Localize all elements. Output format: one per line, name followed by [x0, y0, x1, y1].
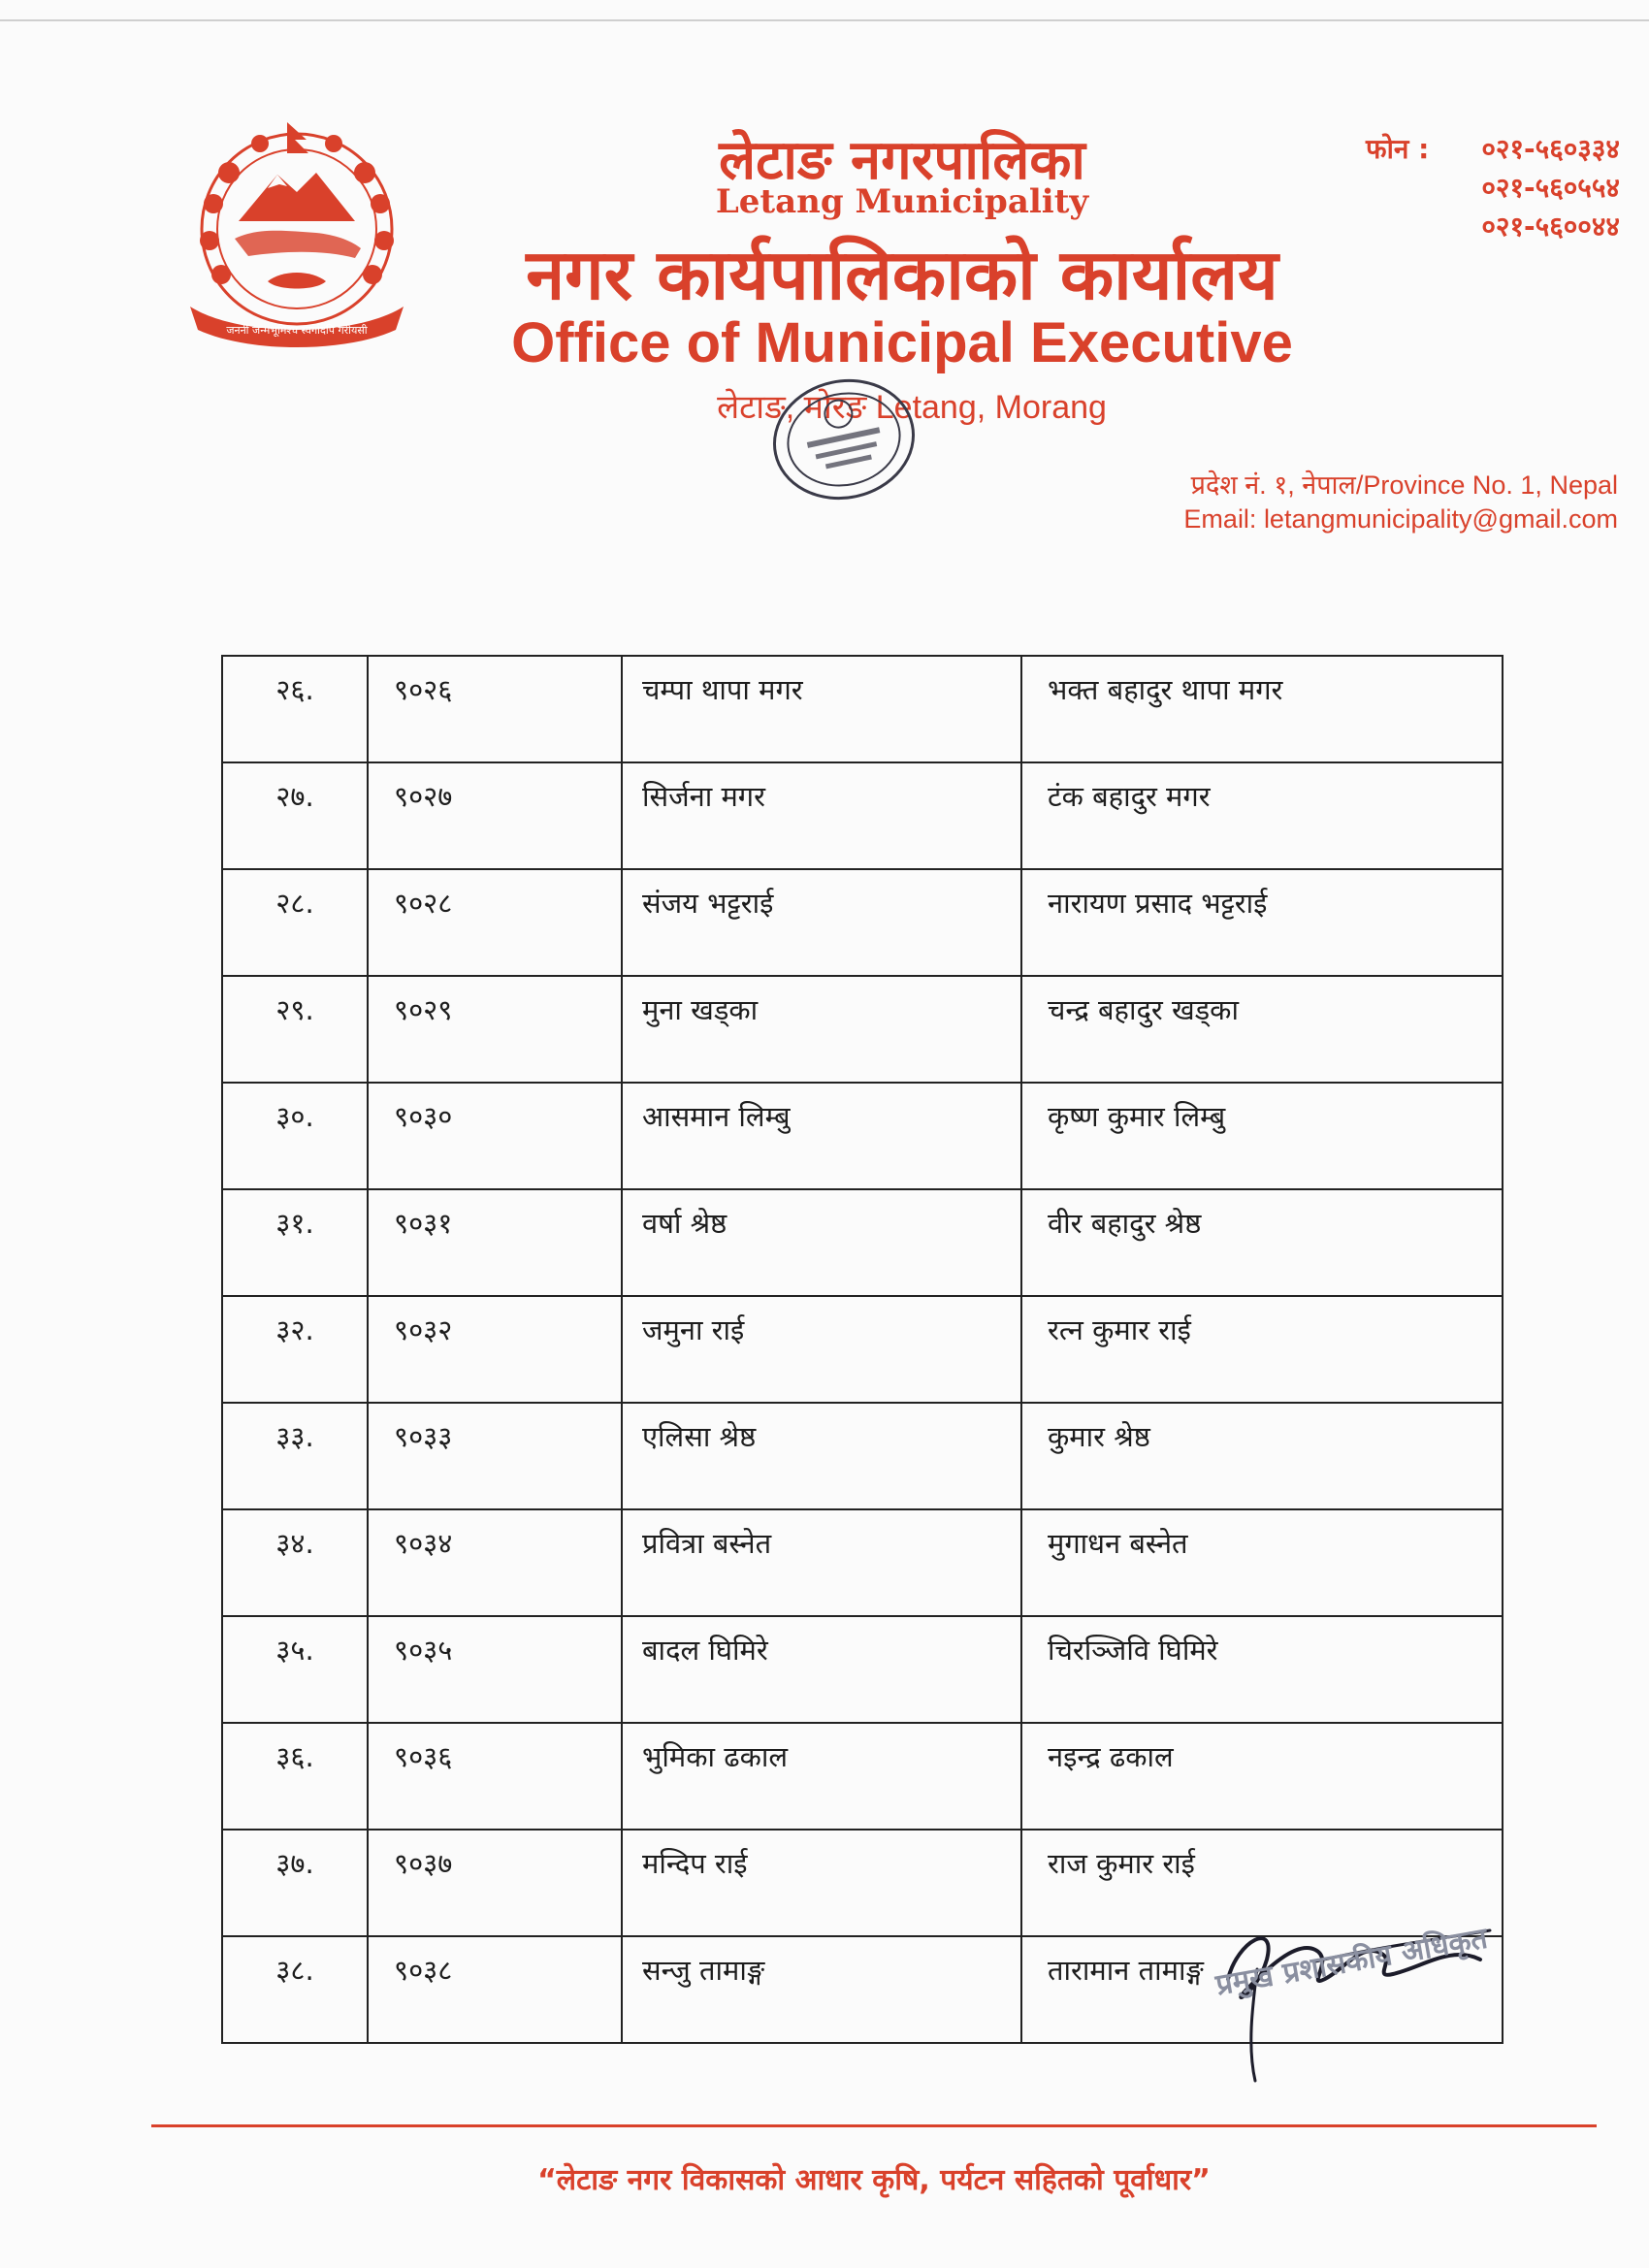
- name-cell: जमुना राई: [622, 1296, 1021, 1403]
- phone-numbers: [1436, 130, 1620, 246]
- name-cell: आसमान लिम्बु: [622, 1083, 1021, 1189]
- phone-number: ०२१-५६०३३४: [1481, 133, 1620, 165]
- emblem-motto: जननी जन्मभूमिश्च स्वर्गादपि गरीयसी: [226, 324, 368, 337]
- serial-number-cell: २६.: [222, 656, 368, 762]
- office-address: लेटाङ, मोरङ Letang, Morang: [717, 389, 1107, 426]
- father-name-cell: टंक बहादुर मगर: [1021, 762, 1503, 869]
- serial-number-cell: ३४.: [222, 1509, 368, 1616]
- table-row: [222, 1189, 1503, 1296]
- father-name-cell: कुमार श्रेष्ठ: [1021, 1403, 1503, 1509]
- serial-number-cell: ३१.: [222, 1189, 368, 1296]
- email-line: Email: letangmunicipality@gmail.com: [1183, 504, 1618, 534]
- name-cell: चम्पा थापा मगर: [622, 656, 1021, 762]
- id-number-cell: ९०३७: [368, 1830, 622, 1936]
- father-name-cell: नारायण प्रसाद भट्टराई: [1021, 869, 1503, 976]
- father-name-cell: राज कुमार राई: [1021, 1830, 1503, 1936]
- municipality-name-np: लेटाङ नगरपालिका: [719, 129, 1085, 192]
- phone-label: फोन :: [1366, 133, 1430, 165]
- serial-number-cell: ३३.: [222, 1403, 368, 1509]
- father-name-cell: नइन्द्र ढकाल: [1021, 1723, 1503, 1830]
- serial-number-cell: २७.: [222, 762, 368, 869]
- footer-divider: [151, 2124, 1597, 2127]
- phone-number: ०२१-५६०५५४: [1481, 172, 1620, 204]
- table-row: [222, 1616, 1503, 1723]
- father-name-cell: चिरञ्जिवि घिमिरे: [1021, 1616, 1503, 1723]
- name-cell: मन्दिप राई: [622, 1830, 1021, 1936]
- municipality-name-en: Letang Municipality: [715, 182, 1089, 221]
- serial-number-cell: ३५.: [222, 1616, 368, 1723]
- id-number-cell: ९०३६: [368, 1723, 622, 1830]
- serial-number-cell: ३२.: [222, 1296, 368, 1403]
- serial-number-cell: ३६.: [222, 1723, 368, 1830]
- table-body: [222, 656, 1503, 2043]
- office-name-en: Office of Municipal Executive: [511, 311, 1293, 374]
- id-number-cell: ९०२७: [368, 762, 622, 869]
- name-cell: संजय भट्टराई: [622, 869, 1021, 976]
- table-row: [222, 762, 1503, 869]
- table-row: [222, 1403, 1503, 1509]
- father-name-cell: वीर बहादुर श्रेष्ठ: [1021, 1189, 1503, 1296]
- table-row: [222, 656, 1503, 762]
- list-table: [221, 655, 1504, 2044]
- id-number-cell: ९०३२: [368, 1296, 622, 1403]
- id-number-cell: ९०३३: [368, 1403, 622, 1509]
- letang-municipality-emblem-icon: [171, 114, 423, 357]
- id-number-cell: ९०३४: [368, 1509, 622, 1616]
- name-cell: भुमिका ढकाल: [622, 1723, 1021, 1830]
- serial-number-cell: ३७.: [222, 1830, 368, 1936]
- name-cell: वर्षा श्रेष्ठ: [622, 1189, 1021, 1296]
- table-row: [222, 1509, 1503, 1616]
- footer-slogan: “लेटाङ नगर विकासको आधार कृषि, पर्यटन सहितको पूर्वाधार”: [537, 2163, 1211, 2197]
- id-number-cell: ९०२८: [368, 869, 622, 976]
- table-row: [222, 976, 1503, 1083]
- province-line: प्रदेश नं. १, नेपाल/Province No. 1, Nepal: [1190, 470, 1618, 500]
- name-cell: सिर्जना मगर: [622, 762, 1021, 869]
- serial-number-cell: २९.: [222, 976, 368, 1083]
- father-name-cell: तारामान तामाङ्ग: [1021, 1936, 1503, 2043]
- office-seal-stamp-icon: [757, 367, 931, 512]
- id-number-cell: ९०३८: [368, 1936, 622, 2043]
- office-name-np: नगर कार्यपालिकाको कार्यालय: [526, 234, 1278, 315]
- name-cell: सन्जु तामाङ्ग: [622, 1936, 1021, 2043]
- id-number-cell: ९०२६: [368, 656, 622, 762]
- father-name-cell: रत्न कुमार राई: [1021, 1296, 1503, 1403]
- table-row: [222, 1296, 1503, 1403]
- phone-number: ०२१-५६००४४: [1481, 211, 1620, 243]
- table-row: [222, 869, 1503, 976]
- id-number-cell: ९०३५: [368, 1616, 622, 1723]
- father-name-cell: भक्त बहादुर थापा मगर: [1021, 656, 1503, 762]
- father-name-cell: चन्द्र बहादुर खड्का: [1021, 976, 1503, 1083]
- id-number-cell: ९०३१: [368, 1189, 622, 1296]
- serial-number-cell: ३०.: [222, 1083, 368, 1189]
- table-row: [222, 1083, 1503, 1189]
- table-row: [222, 1723, 1503, 1830]
- father-name-cell: कृष्ण कुमार लिम्बु: [1021, 1083, 1503, 1189]
- name-cell: प्रवित्रा बस्नेत: [622, 1509, 1021, 1616]
- top-border-line: [0, 19, 1649, 21]
- name-cell: बादल घिमिरे: [622, 1616, 1021, 1723]
- signatory-title: प्रमुख प्रशासकीय अधिकृत: [1212, 1921, 1491, 2003]
- serial-number-cell: २८.: [222, 869, 368, 976]
- name-cell: मुना खड्का: [622, 976, 1021, 1083]
- name-cell: एलिसा श्रेष्ठ: [622, 1403, 1021, 1509]
- id-number-cell: ९०३०: [368, 1083, 622, 1189]
- id-number-cell: ९०२९: [368, 976, 622, 1083]
- father-name-cell: मुगाधन बस्नेत: [1021, 1509, 1503, 1616]
- serial-number-cell: ३८.: [222, 1936, 368, 2043]
